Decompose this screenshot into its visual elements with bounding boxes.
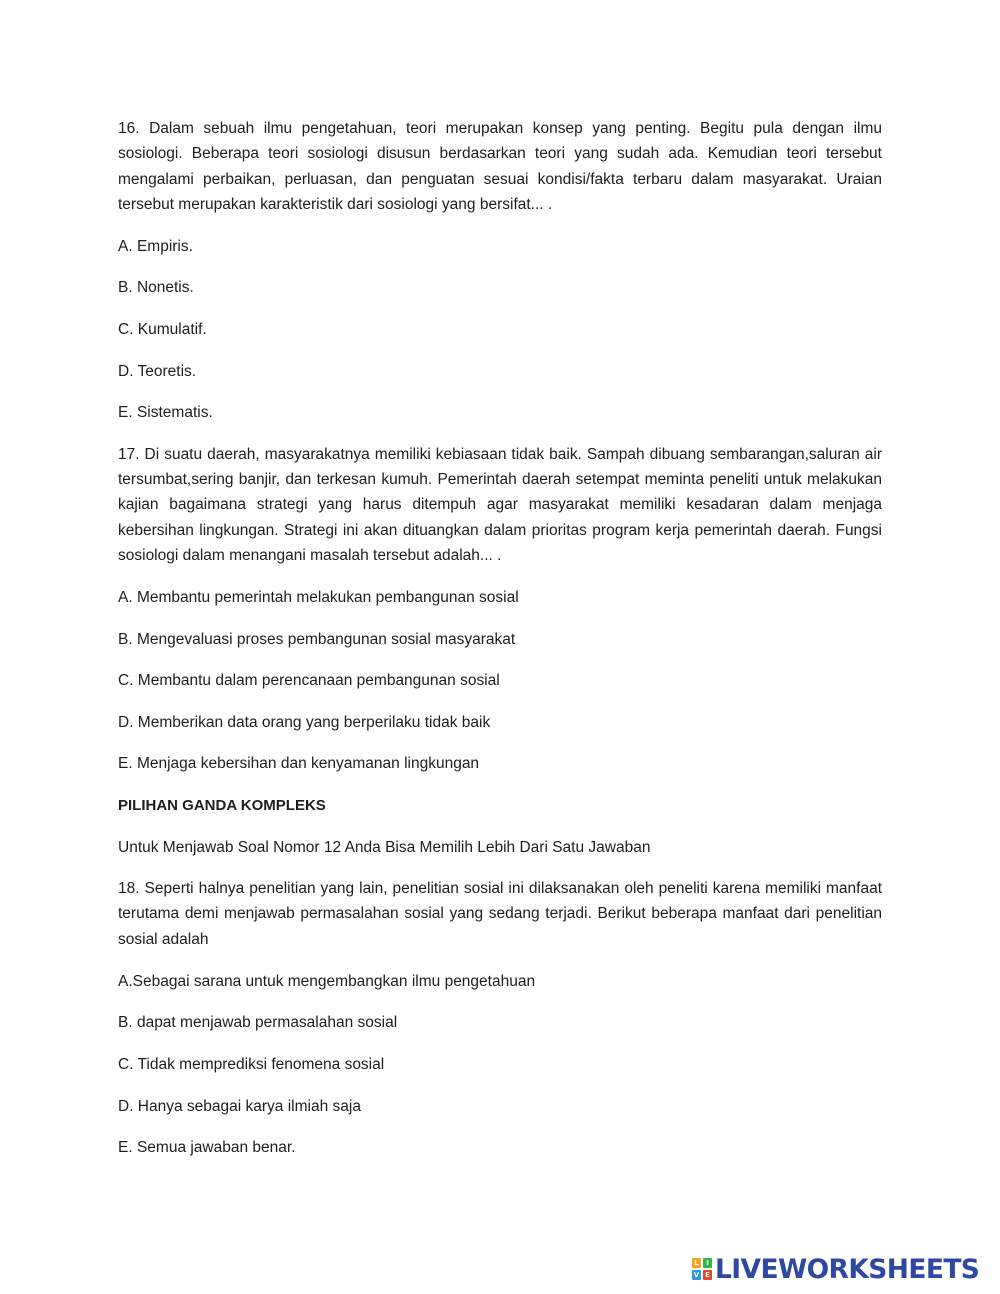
question-17-option-c[interactable]: C. Membantu dalam perencanaan pembangunan sosial (118, 672, 500, 690)
question-18-text: 18. Seperti halnya penelitian yang lain, penelitian sosial ini dilaksanakan oleh peneliti karena memiliki manfaat terutama demi menjawab permasalahan sosial yang sedang terjadi. Berikut beberapa manfaat dari penelitian sosial adalah (118, 880, 882, 948)
question-17-option-b[interactable]: B. Mengevaluasi proses pembangunan sosial masyarakat (118, 630, 516, 648)
worksheet-page (118, 116, 882, 1177)
question-16-text: 16. Dalam sebuah ilmu pengetahuan, teori merupakan konsep yang penting. Begitu pula dengan ilmu sosiologi. Beberapa teori sosiologi disusun berdasarkan teori yang sudah ada. Kemudian teori tersebut mengalami perbaikan, perluasan, dan penguatan sesuai kondisi/fakta terbaru dalam masyarakat. Uraian tersebut merupakan karakteristik dari sosiologi yang bersifat... . (118, 120, 882, 213)
question-17-option-a[interactable]: A. Membantu pemerintah melakukan pembangunan sosial (118, 589, 519, 607)
question-17-text: 17. Di suatu daerah, masyarakatnya memiliki kebiasaan tidak baik. Sampah dibuang sembarangan,saluran air tersumbat,sering banjir, dan terkesan kumuh. Pemerintah daerah setempat meminta peneliti untuk melakukan kajian bagaimana strategi yang harus ditempuh agar masyarakat memiliki kesadaran dalam menjaga kebersihan lingkungan. Strategi ini akan dituangkan dalam prioritas program kerja pemerintah daerah. Fungsi sosiologi dalam menangani masalah tersebut adalah... . (118, 445, 882, 565)
question-18-option-e[interactable]: E. Semua jawaban benar. (118, 1139, 296, 1157)
question-16-option-c[interactable]: C. Kumulatif. (118, 321, 207, 339)
logo-tile-l: L (692, 1258, 701, 1268)
logo-tile-v: V (693, 1271, 700, 1279)
question-17-option-e[interactable]: E. Menjaga kebersihan dan kenyamanan lingkungan (118, 755, 480, 773)
question-16-option-e[interactable]: E. Sistematis. (118, 404, 213, 422)
question-16-option-b[interactable]: B. Nonetis. (118, 279, 194, 297)
section-instruction: Untuk Menjawab Soal Nomor 12 Anda Bisa Memilih Lebih Dari Satu Jawaban (118, 838, 651, 856)
question-18-option-b[interactable]: B. dapat menjawab permasalahan sosial (118, 1014, 398, 1032)
question-17-option-d[interactable]: D. Memberikan data orang yang berperilaku tidak baik (118, 713, 491, 731)
logo-tile-i: I (703, 1258, 712, 1268)
question-18-option-c[interactable]: C. Tidak memprediksi fenomena sosial (118, 1055, 385, 1073)
question-16-option-d[interactable]: D. Teoretis. (118, 362, 197, 380)
liveworksheets-wordmark: LIVEWORKSHEETS (715, 1253, 980, 1285)
section-heading: PILIHAN GANDA KOMPLEKS (118, 796, 326, 814)
liveworksheets-logo-icon (692, 1258, 712, 1280)
question-16-option-a[interactable]: A. Empiris. (118, 237, 193, 255)
question-18-option-a[interactable]: A.Sebagai sarana untuk mengembangkan ilmu pengetahuan (118, 972, 536, 990)
question-18-option-d[interactable]: D. Hanya sebagai karya ilmiah saja (118, 1097, 361, 1115)
liveworksheets-brand (692, 1253, 979, 1285)
logo-tile-e: E (703, 1270, 712, 1280)
